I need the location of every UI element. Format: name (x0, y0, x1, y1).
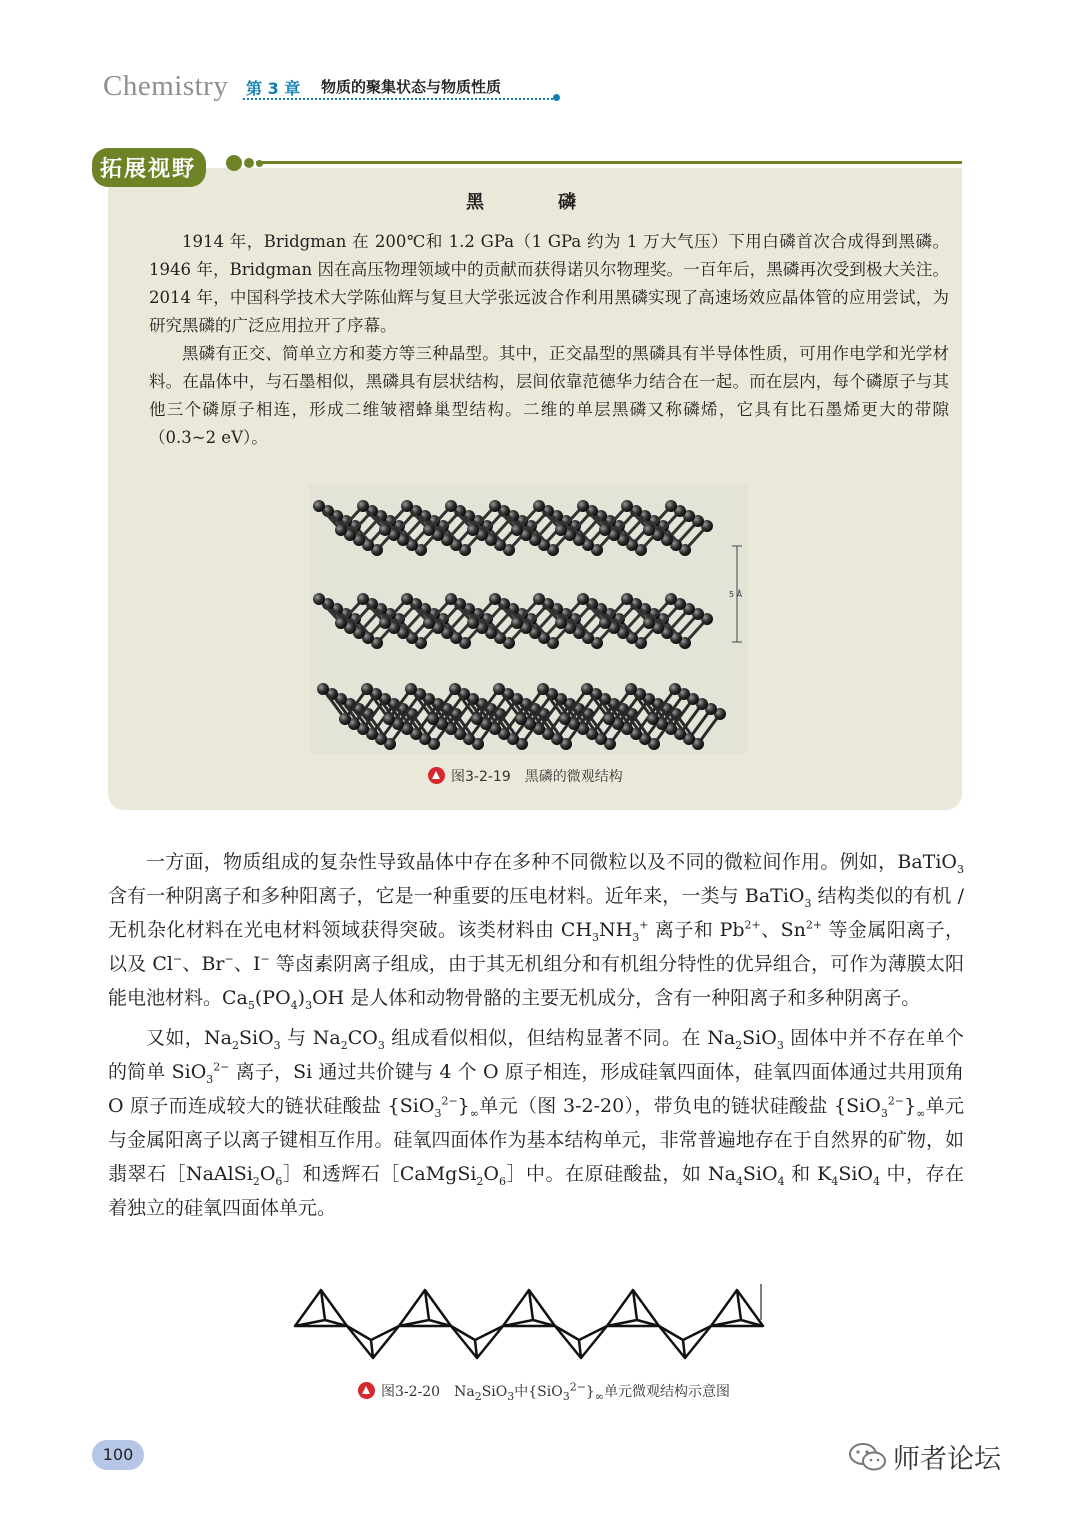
running-header (103, 70, 563, 104)
header-brand: Chemistry (103, 70, 229, 102)
black-phosphorus-figure (309, 484, 748, 754)
panel-title: 黑 磷 (466, 192, 604, 213)
silicate-chain-figure (285, 1280, 770, 1370)
scale-label: 5 Å (729, 590, 743, 599)
header-dotted-rule (243, 98, 553, 100)
panel-paragraph-2: 黑磷有正交、简单立方和菱方等三种晶型。其中，正交晶型的黑磷具有半导体性质，可用作电学和光学材料。在晶体中，与石墨相似，黑磷具有层状结构，层间依靠范德华力结合在一起。而在层内，每个磷原子与其他三个磷原子相连，形成二维皱褶蜂巢型结构。二维的单层黑磷又称磷烯，它具有比石墨烯更大的带隙（0.3~2 eV）。 (149, 344, 949, 447)
rule-dot (226, 155, 242, 171)
wechat-icon (848, 1440, 888, 1474)
extension-label (92, 148, 206, 182)
figure-caption-2: 图3-2-20 $Na_2SiO_3$中$\{SiO_3^{2-}\}_\infty$单元微观结构示意图 (358, 1381, 730, 1401)
header-chapter-title: 物质的聚集状态与物质性质 (321, 78, 502, 96)
header-dot (553, 94, 560, 101)
header-chapter: 第 3 章 (246, 79, 301, 98)
page-number: 100 (92, 1440, 144, 1470)
body-text (108, 845, 964, 1225)
extension-label-text: 拓展视野 (92, 148, 206, 187)
panel-paragraph-1: 1914 年，Bridgman 在 200℃和 1.2 GPa（1 GPa 约为 1 万大气压）下用白磷首次合成得到黑磷。1946 年，Bridgman 因在高压物理领域中的贡献而获得诺贝尔物理奖。一百年后，黑磷再次受到极大关注。2014 年，中国科学技术大学陈仙辉与复旦大学张远波合作利用黑磷实现了高速场效应晶体管的应用尝试，为研究黑磷的广泛应用拉开了序幕。 (149, 232, 949, 335)
body-paragraph-2: 又如，$Na_2SiO_3$ 与 $Na_2CO_3$ 组成看似相似，但结构显著不同。在 $Na_2SiO_3$ 固体中并不存在单个的简单 SiO$_3^{2-}$ 离子，Si 通过共价键与 4 个 O 原子相连，形成硅氧四面体，硅氧四面体通过共用顶角 O 原子而连成较大的链状硅酸盐 $\{SiO_3^{2-}\}_\infty$单元（图 3-2-20），带负电的链状硅酸盐 $\{SiO_3^{2-}\}_\infty$单元与金属阳离子以离子键相互作用。硅氧四面体作为基本结构单元，非常普遍地存在于自然界的矿物，如翡翠石$[NaAlSi_2O_6]$和透辉石$[CaMgSi_2O_6]$中。在原硅酸盐，如 $Na_4SiO_4$ 和 $K_4SiO_4$ 中，存在着独立的硅氧四面体单元。 (108, 1027, 965, 1219)
triangle-icon (358, 1382, 375, 1399)
panel-text (149, 228, 949, 452)
watermark: 师者论坛 (893, 1444, 1001, 1475)
silicate-chain-diagram (285, 1280, 770, 1370)
rule-dot (256, 160, 263, 167)
figure-caption-1-text: 图3-2-19 黑磷的微观结构 (451, 769, 623, 785)
figure-caption-1 (428, 766, 623, 786)
rule-dot (244, 158, 254, 168)
section-rule (256, 161, 962, 164)
triangle-icon (428, 767, 445, 784)
black-phosphorus-structure-image (309, 484, 748, 754)
body-paragraph-1: 一方面，物质组成的复杂性导致晶体中存在多种不同微粒以及不同的微粒间作用。例如，BaTiO$_3$ 含有一种阴离子和多种阳离子，它是一种重要的压电材料。近年来，一类与 BaTiO$_3$ 结构类似的有机 / 无机杂化材料在光电材料领域获得突破。该类材料由 $CH_3NH_3^+$ 离子和 $Pb^{2+}$、$Sn^{2+}$ 等金属阳离子，以及 Cl−、Br−、I− 等卤素阴离子组成，由于其无机组分和有机组分特性的优异组合，可作为薄膜太阳能电池材料。$Ca_5(PO_4)_3OH$ 是人体和动物骨骼的主要无机成分，含有一种阳离子和多种阴离子。 (108, 851, 964, 1012)
